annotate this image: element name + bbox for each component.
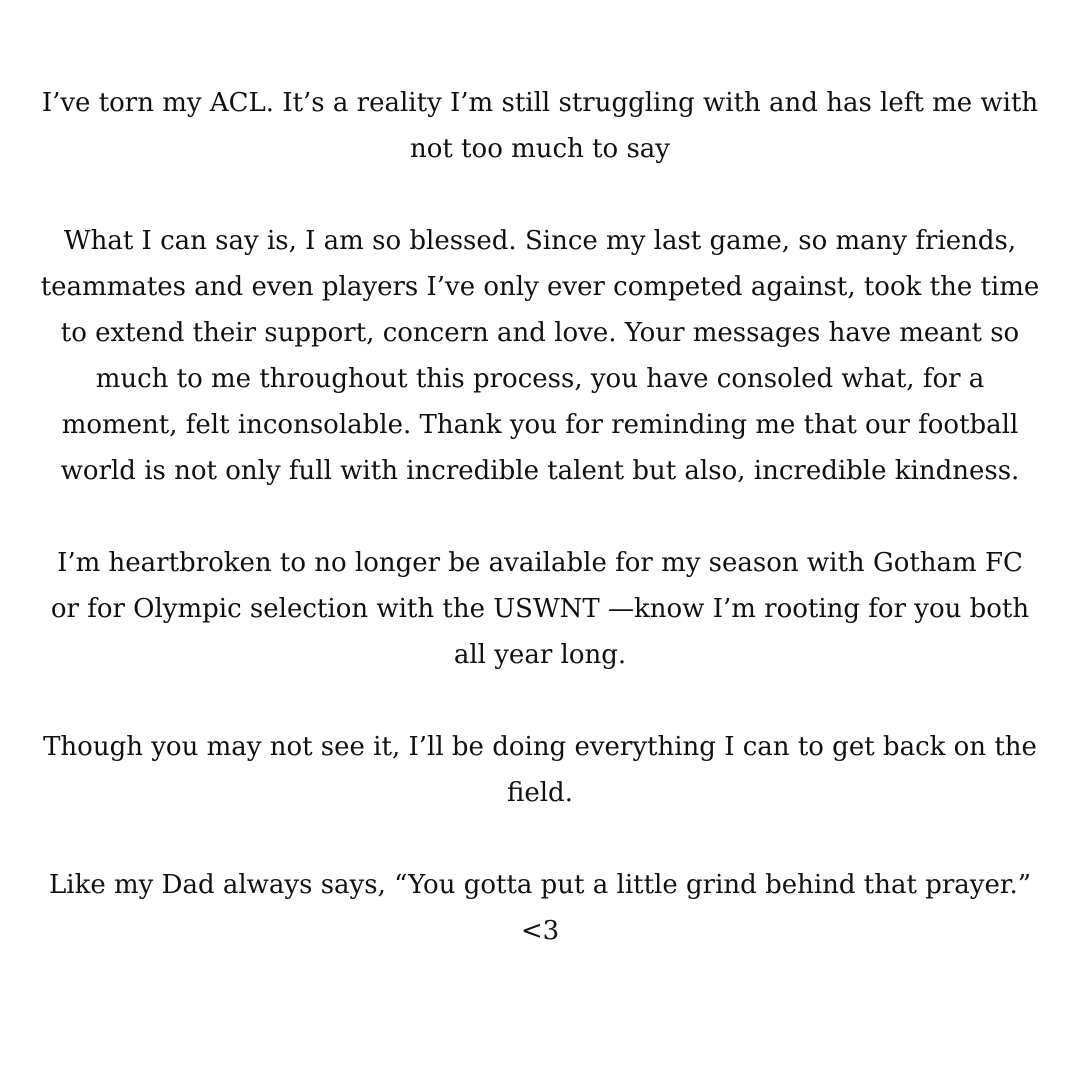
paragraph-dad-quote: Like my Dad always says, “You gotta put a little grind behind that prayer.” <3 (49, 870, 1031, 946)
paragraph-acl-injury: I’ve torn my ACL. It’s a reality I’m still struggling with and has left me with not too much to say (41, 88, 1039, 164)
paragraph-heartbroken: I’m heartbroken to no longer be available for my season with Gotham FC or for Olympic selection with the USWNT —know I’m rooting for you both all year long. (50, 548, 1030, 670)
statement-text-block (40, 80, 1040, 954)
paragraph-gratitude: What I can say is, I am so blessed. Since my last game, so many friends, teammates and even players I’ve only ever competed against, took the time to extend their support, concern and love. Your messages have meant so much to me throughout this process, you have consoled what, for a moment, felt inconsolable. Thank you for reminding me that our football world is not only full with incredible talent but also, incredible kindness. (40, 226, 1040, 486)
paragraph-comeback: Though you may not see it, I’ll be doing everything I can to get back on the field. (43, 732, 1037, 808)
